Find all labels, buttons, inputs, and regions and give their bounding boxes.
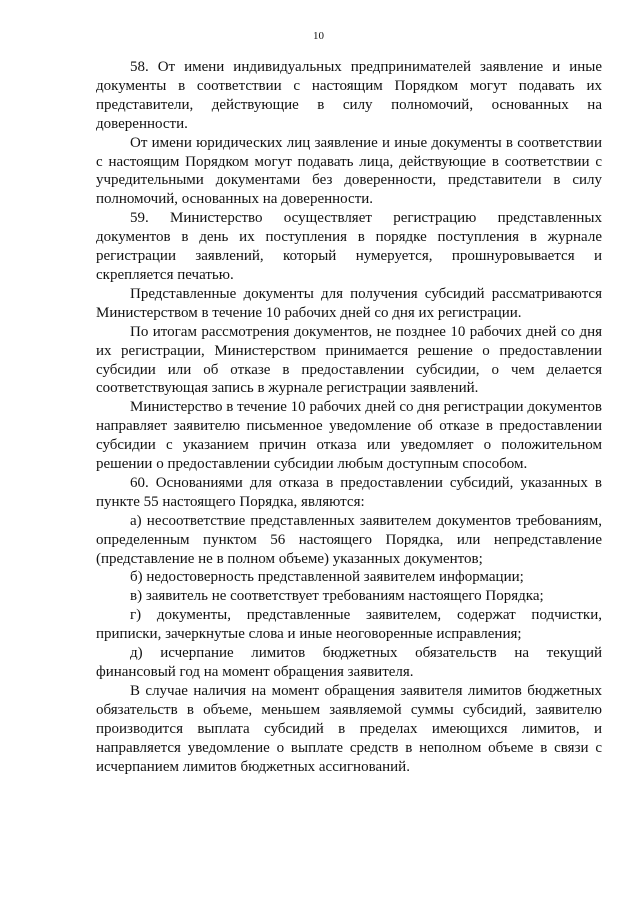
list-item-g: г) документы, представленные заявителем, содержат подчистки, приписки, зачеркнутые слова и иные неоговоренные исправления; [96, 607, 602, 643]
paragraph-60: 60. Основаниями для отказа в предоставлении субсидий, указанных в пункте 55 настоящего Порядка, являются: [96, 474, 602, 510]
document-body [96, 58, 602, 776]
paragraph-59: 59. Министерство осуществляет регистрацию представленных документов в день их поступления в порядке поступления в журнале регистрации заявлений, который нумеруется, прошнуровывается и скрепляется печатью. [96, 210, 602, 283]
paragraph-partial-payment: В случае наличия на момент обращения заявителя лимитов бюджетных обязательств в объеме, меньшем заявляемой суммы субсидий, заявителю производится выплата субсидий в пределах имеющихся лимитов, и направляется уведомление о выплате средств в неполном объеме в связи с исчерпанием лимитов бюджетных ассигнований. [96, 682, 602, 775]
list-item-d: д) исчерпание лимитов бюджетных обязательств на текущий финансовый год на момент обращения заявителя. [96, 645, 602, 680]
list-item-b: б) недостоверность представленной заявителем информации; [130, 569, 524, 586]
paragraph-review-period: Представленные документы для получения субсидий рассматриваются Министерством в течение 10 рабочих дней со дня их регистрации. [96, 285, 602, 321]
paragraph-legal-entities: От имени юридических лиц заявление и иные документы в соответствии с настоящим Порядком могут подавать лица, действующие в соответствии с учредительными документами без доверенности, представители в силу полномочий, основанных на доверенности. [96, 134, 602, 208]
page-number: 10 [313, 30, 324, 42]
paragraph-58: 58. От имени индивидуальных предпринимателей заявление и иные документы в соответствии с настоящим Порядком могут подавать их представители, действующие в силу полномочий, основанных на доверенности. [96, 59, 602, 132]
paragraph-decision: По итогам рассмотрения документов, не позднее 10 рабочих дней со дня их регистрации, Министерством принимается решение о предоставлении субсидии или об отказе в предоставлении субсидии, о чем делается соответствующая запись в журнале регистрации заявлений. [96, 323, 602, 397]
list-item-v: в) заявитель не соответствует требованиям настоящего Порядка; [130, 588, 544, 605]
paragraph-notification: Министерство в течение 10 рабочих дней со дня регистрации документов направляет заявителю письменное уведомление об отказе в предоставлении субсидии с указанием причин отказа или уведомляет о положительном решении о предоставлении субсидии любым доступным способом. [96, 399, 602, 473]
list-item-a: а) несоответствие представленных заявителем документов требованиям, определенным пунктом 56 настоящего Порядка, или непредставление (представление не в полном объеме) указанных документов; [96, 512, 602, 567]
